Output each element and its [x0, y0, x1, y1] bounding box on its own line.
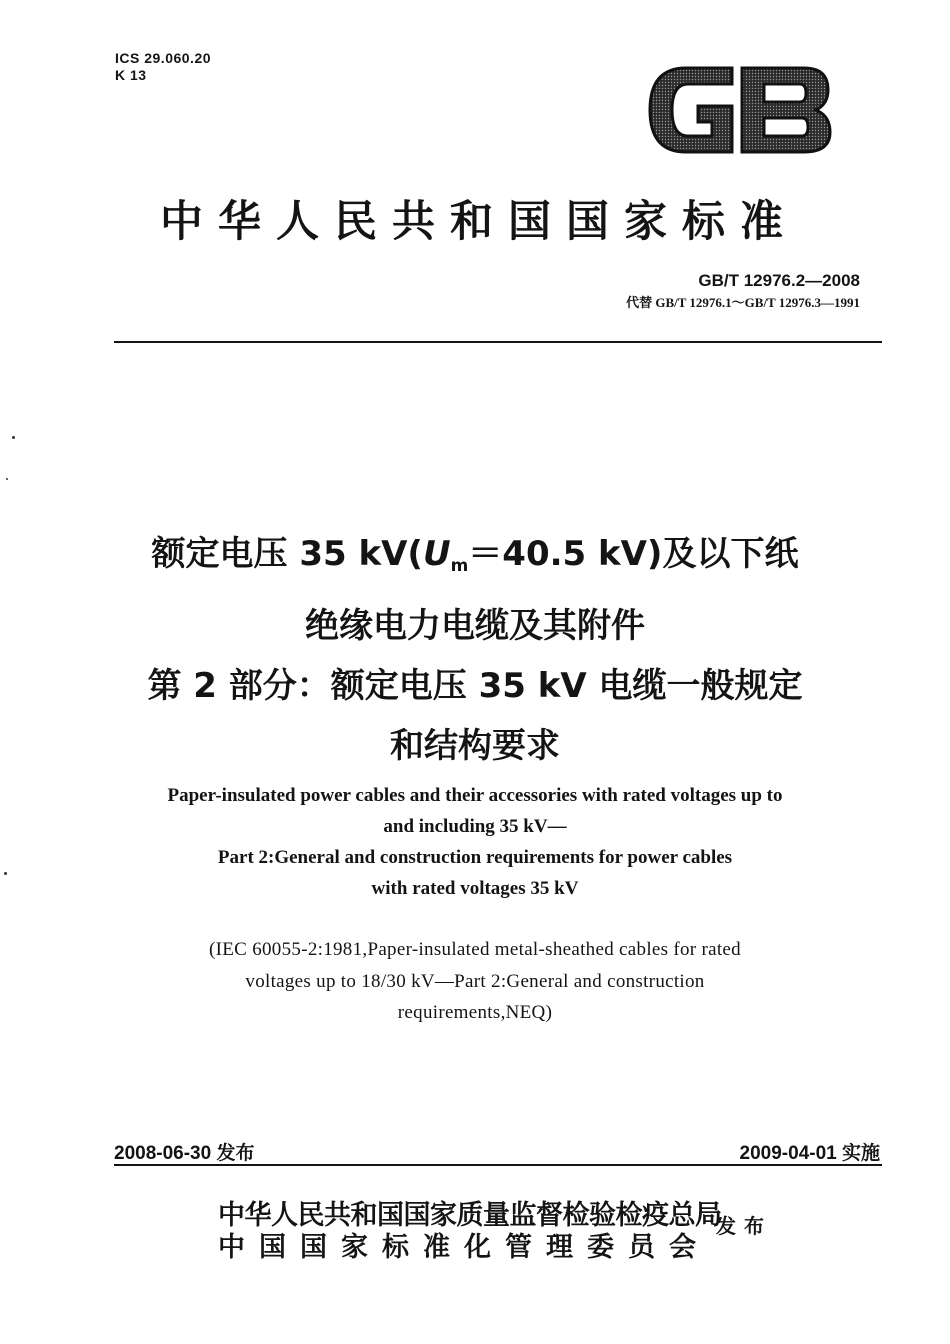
adoption-note — [0, 934, 950, 1029]
chinese-title-line2: 绝缘电力电缆及其附件 — [305, 606, 645, 646]
english-title-line3: Part 2:General and construction requirements for power cables — [217, 847, 733, 868]
issuer-char: 标 — [382, 1232, 409, 1263]
chinese-title-line1 — [0, 524, 950, 596]
footer-divider — [114, 1164, 882, 1166]
issuer-char: 国 — [300, 1232, 327, 1263]
adoption-line2: voltages up to 18/30 kV—Part 2:General and construction — [245, 970, 705, 992]
scan-speck — [12, 436, 15, 439]
issuer-aqsiq: 中华人民共和国国家质量监督检验检疫总局 — [218, 1200, 722, 1231]
english-title-line1: Paper-insulated power cables and their accessories with rated voltages up to — [167, 785, 783, 806]
national-standard-title: 中华人民共和国国家标准 — [160, 197, 798, 247]
ccs-code: K 13 — [115, 67, 147, 83]
issuer-char: 化 — [464, 1232, 491, 1263]
gb-logo — [646, 60, 834, 160]
scan-speck — [6, 478, 8, 480]
adoption-line3: requirements,NEQ) — [397, 1002, 553, 1023]
english-title — [0, 780, 950, 904]
issuer-char: 中 — [218, 1232, 245, 1263]
issuer-char: 理 — [546, 1232, 573, 1263]
issuer-char: 准 — [423, 1232, 450, 1263]
adoption-line1: (IEC 60055-2:1981,Paper-insulated metal-sheathed cables for rated — [209, 939, 741, 960]
classification-codes — [115, 50, 211, 84]
chinese-title-line3: 第 2 部分：额定电压 35 kV 电缆一般规定 — [147, 666, 803, 706]
chinese-title-line4: 和结构要求 — [390, 726, 560, 766]
issuer-char: 委 — [587, 1232, 614, 1263]
title-u-symbol: U — [422, 534, 451, 574]
header-divider — [114, 341, 882, 343]
chinese-title — [0, 524, 950, 776]
issuer-char: 家 — [341, 1232, 368, 1263]
publish-label: 发布 — [716, 1214, 772, 1238]
english-title-line4: with rated voltages 35 kV — [371, 878, 579, 899]
issuer-char: 管 — [505, 1232, 532, 1263]
title-subscript: m — [450, 556, 469, 576]
issue-date: 2008-06-30 发布 — [114, 1143, 255, 1164]
replaces-standard: 代替 GB/T 12976.1～GB/T 12976.3—1991 — [626, 295, 860, 310]
title-text: ＝40.5 kV)及以下纸 — [468, 534, 799, 574]
issuer-char: 国 — [259, 1232, 286, 1263]
issuer-char: 会 — [669, 1232, 696, 1263]
english-title-line2: and including 35 kV— — [383, 816, 567, 837]
issuer-sac — [218, 1225, 696, 1264]
implementation-date: 2009-04-01 实施 — [739, 1143, 880, 1164]
standard-number: GB/T 12976.2—2008 — [698, 271, 860, 290]
title-text: 额定电压 35 kV( — [151, 534, 423, 574]
issuer-char: 员 — [628, 1232, 655, 1263]
ics-code: ICS 29.060.20 — [115, 50, 212, 66]
